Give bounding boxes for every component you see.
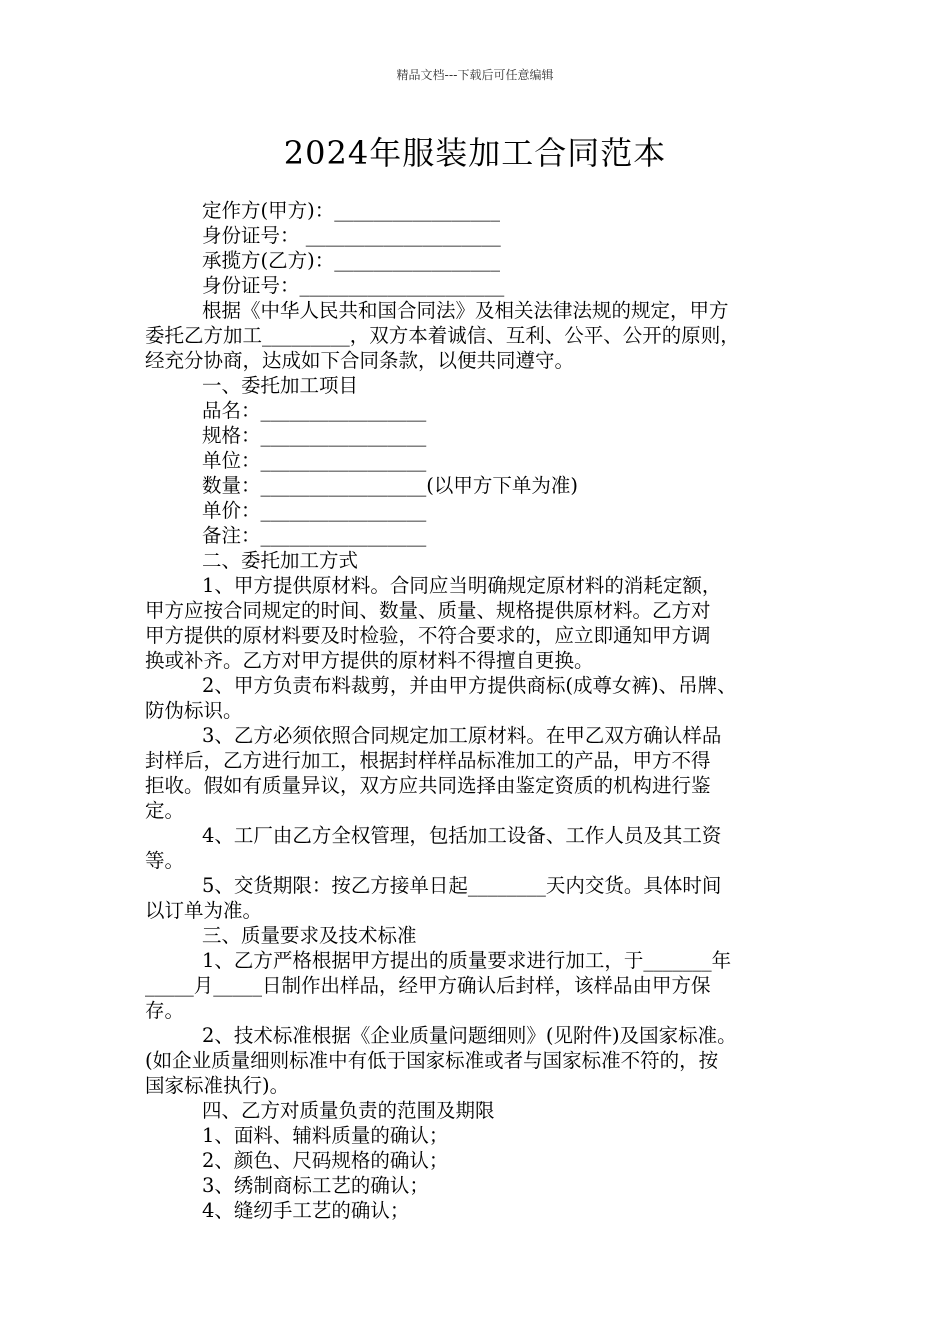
item-field: 规格：_________________ — [202, 424, 427, 447]
clause-line: 5、交货期限：按乙方接单日起________天内交货。具体时间 — [202, 874, 722, 897]
clause-line: 等。 — [145, 849, 185, 872]
clause-line: 甲方应按合同规定的时间、数量、质量、规格提供原材料。乙方对 — [145, 599, 711, 622]
party-a-line: 定作方(甲方)：_________________ — [202, 199, 500, 222]
clause-line: 定。 — [145, 799, 185, 822]
clause-line: 1、甲方提供原材料。合同应当明确规定原材料的消耗定额， — [202, 574, 722, 597]
party-b-id-line: 身份证号：_____________________ — [202, 274, 505, 297]
page-header: 精品文档---下载后可任意编辑 — [396, 68, 554, 82]
party-a-id-line: 身份证号： ____________________ — [202, 224, 501, 247]
item-field: 备注：_________________ — [202, 524, 427, 547]
clause-line: 拒收。假如有质量异议，双方应共同选择由鉴定资质的机构进行鉴 — [145, 774, 711, 797]
clause-line: 封样后，乙方进行加工，根据封样样品标准加工的产品，甲方不得 — [145, 749, 711, 772]
section-heading: 四、乙方对质量负责的范围及期限 — [202, 1099, 495, 1122]
item-field: 单价：_________________ — [202, 499, 427, 522]
preamble-line: 经充分协商，达成如下合同条款，以便共同遵守。 — [145, 349, 575, 372]
clause-line: 甲方提供的原材料要及时检验，不符合要求的，应立即通知甲方调 — [145, 624, 711, 647]
clause-line: 国家标准执行)。 — [145, 1074, 290, 1097]
clause-line: 4、工厂由乙方全权管理，包括加工设备、工作人员及其工资 — [202, 824, 722, 847]
clause-line: 2、技术标准根据《企业质量问题细则》(见附件)及国家标准。 — [202, 1024, 737, 1047]
section-heading: 二、委托加工方式 — [202, 549, 359, 572]
clause-line: 存。 — [145, 999, 185, 1022]
contract-body — [145, 198, 815, 1223]
list-item: 1、面料、辅料质量的确认； — [202, 1124, 449, 1147]
list-item: 3、绣制商标工艺的确认； — [202, 1174, 429, 1197]
clause-line: 换或补齐。乙方对甲方提供的原材料不得擅自更换。 — [145, 649, 594, 672]
clause-line: (如企业质量细则标准中有低于国家标准或者与国家标准不符的，按 — [145, 1049, 719, 1072]
list-item: 2、颜色、尺码规格的确认； — [202, 1149, 449, 1172]
preamble-line: 委托乙方加工_________，双方本着诚信、互利、公平、公开的原则， — [145, 324, 740, 347]
clause-line: 以订单为准。 — [145, 899, 263, 922]
list-item: 4、缝纫手工艺的确认； — [202, 1199, 410, 1222]
party-b-line: 承揽方(乙方)：_________________ — [202, 249, 500, 272]
clause-line: 2、甲方负责布料裁剪，并由甲方提供商标(成尊女裤)、吊牌、 — [202, 674, 737, 697]
item-field: 品名：_________________ — [202, 399, 427, 422]
clause-line: 3、乙方必须依照合同规定加工原材料。在甲乙双方确认样品 — [202, 724, 722, 747]
section-heading: 三、质量要求及技术标准 — [202, 924, 417, 947]
item-field: 单位：_________________ — [202, 449, 427, 472]
preamble-line: 根据《中华人民共和国合同法》及相关法律法规的规定，甲方 — [202, 299, 729, 322]
section-heading: 一、委托加工项目 — [202, 374, 359, 397]
clause-line: _____月_____日制作出样品，经甲方确认后封样，该样品由甲方保 — [145, 974, 711, 997]
item-field: 数量：_________________(以甲方下单为准) — [202, 474, 578, 497]
clause-line: 防伪标识。 — [145, 699, 243, 722]
page-title: 2024年服装加工合同范本 — [283, 134, 667, 172]
clause-line: 1、乙方严格根据甲方提出的质量要求进行加工，于_______年 — [202, 949, 732, 972]
